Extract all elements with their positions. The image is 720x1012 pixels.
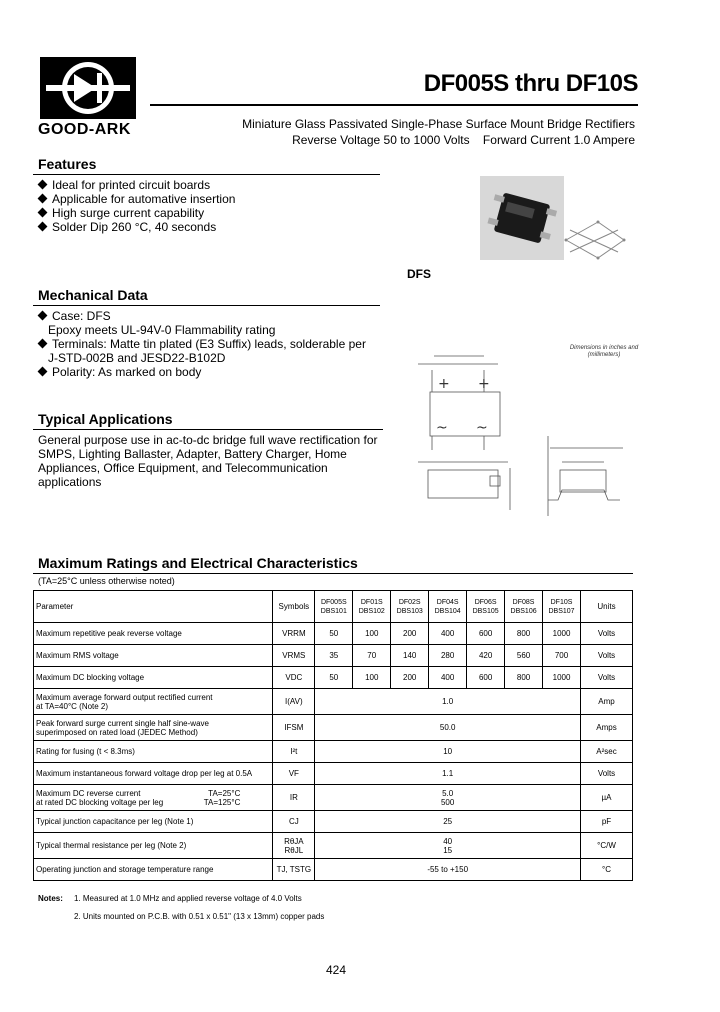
column-header: DF08S DBS106	[505, 591, 543, 623]
column-header: DF10S DBS107	[543, 591, 581, 623]
table-row: Operating junction and storage temperature range TJ, TSTG -55 to +150 °C	[34, 859, 633, 881]
ratings-note: (TA=25°C unless otherwise noted)	[38, 576, 175, 586]
list-item: Polarity: As marked on body	[37, 365, 366, 379]
table-row: Maximum RMS voltage VRMS 35 70 140 280 420 560 700 Volts	[34, 645, 633, 667]
title-rule	[150, 104, 638, 106]
bullet-icon	[38, 180, 48, 190]
ratings-heading: Maximum Ratings and Electrical Characteristics	[38, 555, 358, 571]
table-row: Rating for fusing (t < 8.3ms) I²t 10 A²sec	[34, 741, 633, 763]
notes-label: Notes:	[38, 894, 63, 903]
column-header: DF04S DBS104	[429, 591, 467, 623]
svg-text:~: ~	[476, 420, 488, 436]
applications-text: General purpose use in ac-to-dc bridge full wave rectification for SMPS, Lighting Ballaster, Adapter, Battery Charger, Home Appliances, Office Equipment, and Telecommunication applications	[38, 433, 378, 489]
mechanical-list	[37, 309, 366, 379]
table-row: Typical junction capacitance per leg (Note 1) CJ 25 pF	[34, 811, 633, 833]
table-row: Maximum repetitive peak reverse voltage VRRM 50 100 200 400 600 800 1000 Volts	[34, 623, 633, 645]
applications-rule	[33, 429, 383, 430]
bullet-icon	[38, 339, 48, 349]
list-item: Applicable for automative insertion	[37, 192, 235, 206]
table-row: Typical thermal resistance per leg (Note 2) RθJA RθJL 40 15 °C/W	[34, 833, 633, 859]
page-number: 424	[326, 963, 347, 977]
features-heading: Features	[38, 156, 97, 172]
svg-text:~: ~	[436, 420, 448, 436]
notes-section	[38, 890, 324, 926]
list-item: Ideal for printed circuit boards	[37, 178, 235, 192]
subtitle-line-1: Miniature Glass Passivated Single-Phase Surface Mount Bridge Rectifiers	[242, 117, 635, 131]
column-header: Parameter	[34, 591, 273, 623]
column-header: DF06S DBS105	[467, 591, 505, 623]
bridge-schematic	[562, 212, 632, 268]
list-item: Epoxy meets UL-94V-0 Flammability rating	[48, 323, 276, 337]
svg-text:+: +	[438, 376, 450, 392]
applications-heading: Typical Applications	[38, 411, 173, 427]
column-header: Units	[581, 591, 633, 623]
bullet-icon	[38, 222, 48, 232]
list-item: Case: DFS	[37, 309, 366, 323]
note-2: 2. Units mounted on P.C.B. with 0.51 x 0.51" (13 x 13mm) copper pads	[74, 912, 325, 921]
table-row: Maximum DC blocking voltage VDC 50 100 200 400 600 800 1000 Volts	[34, 667, 633, 689]
list-item: Terminals: Matte tin plated (E3 Suffix) leads, solderable per	[37, 337, 366, 351]
company-logo	[40, 57, 136, 119]
page-title: DF005S thru DF10S	[423, 70, 638, 97]
svg-text:+: +	[478, 376, 490, 392]
column-header: Symbols	[273, 591, 315, 623]
ratings-table	[33, 590, 633, 881]
bullet-icon	[38, 194, 48, 204]
dimensions-note: Dimensions in inches and (millimeters)	[569, 345, 639, 358]
table-row: Maximum instantaneous forward voltage drop per leg at 0.5A VF 1.1 Volts	[34, 763, 633, 785]
mechanical-rule	[33, 305, 380, 306]
table-header-row	[34, 591, 633, 623]
note-1: 1. Measured at 1.0 MHz and applied reverse voltage of 4.0 Volts	[74, 894, 302, 903]
mechanical-heading: Mechanical Data	[38, 287, 148, 303]
package-label: DFS	[407, 267, 431, 281]
bullet-icon	[38, 311, 48, 321]
brand-name: GOOD-ARK	[38, 121, 131, 138]
diode-logo-icon	[40, 57, 136, 119]
column-header: DF02S DBS103	[391, 591, 429, 623]
list-item: Solder Dip 260 °C, 40 seconds	[37, 220, 235, 234]
bullet-icon	[38, 208, 48, 218]
package-photo	[480, 176, 564, 260]
features-list	[37, 178, 235, 234]
ratings-rule	[33, 573, 633, 574]
table-row: Maximum average forward output rectified current at TA=40°C (Note 2) I(AV) 1.0 Amp	[34, 689, 633, 715]
bullet-icon	[38, 367, 48, 377]
list-item: J-STD-002B and JESD22-B102D	[48, 351, 226, 365]
column-header: DF005S DBS101	[315, 591, 353, 623]
list-item: High surge current capability	[37, 206, 235, 220]
column-header: DF01S DBS102	[353, 591, 391, 623]
table-row: Peak forward surge current single half sine-wave superimposed on rated load (JEDEC Method) IFSM 50.0 Amps	[34, 715, 633, 741]
table-row: Maximum DC reverse current TA=25°C at rated DC blocking voltage per leg TA=125°C IR 5.0 500 µA	[34, 785, 633, 811]
dimension-drawing	[398, 340, 638, 530]
subtitle-line-2: Reverse Voltage 50 to 1000 Volts Forward Current 1.0 Ampere	[292, 133, 635, 147]
features-rule	[33, 174, 380, 175]
